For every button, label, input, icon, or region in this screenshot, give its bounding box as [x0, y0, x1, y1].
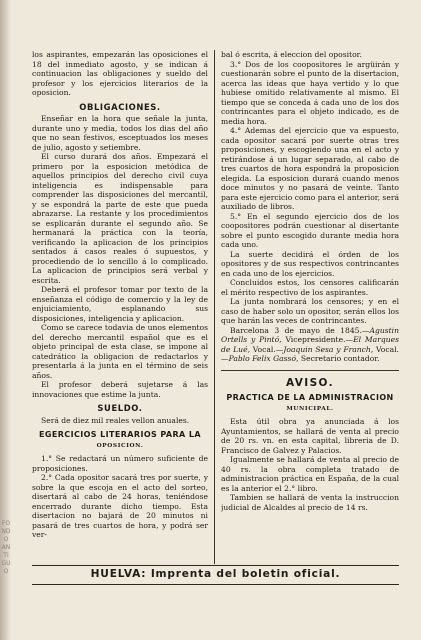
paragraph-ejercicio-2: 2.° Cada opositor sacará tres por suerte, y sobre la que escoja en el acto del sorteo, disertará al cabo de 24 horas, teniéndose encerrado durante dicho tiempo. Esta disertacion no bajará de 20 minutos ni pasará de tres cuartos de hora, y podrá ser ver- — [32, 473, 208, 539]
heading-sueldo: SUELDO. — [97, 403, 143, 413]
heading-ejercicios: EGERCICIOS LITERARIOS PARA LA — [39, 430, 201, 439]
heading-practica: PRACTICA DE LA ADMINISTRACION — [226, 393, 394, 402]
signoff-role-3: Vocal.— — [221, 344, 399, 363]
signoff-date: Barcelona 3 de mayo de 1845.— — [230, 325, 370, 335]
signoff-role-4: Secretario contador. — [298, 354, 380, 363]
paragraph-obligaciones-4: Como se carece todavia de unos elementos del derecho mercantil español que es el objeto principal de esta clase, se impone al catedrático la obligacion de redactarlos y presentarla á la junta en el término de seis años. — [32, 323, 208, 380]
paragraph-aviso-3: Tambien se hallará de venta la instruccion judicial de Alcaldes al precio de 14 rs. — [221, 493, 399, 512]
footer-imprint: HUELVA: Imprenta del boletin oficial. — [90, 568, 341, 580]
paragraph-continuation: bal ó escrita, á eleccion del opositor. — [221, 50, 362, 59]
paragraph-obligaciones-5: El profesor deberá sujetarse á las innovaciones que estime la junta. — [32, 380, 208, 399]
heading-ejercicios-sub: OPOSICION. — [96, 442, 144, 449]
signoff-name-2: El Marques de Lué, — [221, 335, 399, 354]
footer-rule-bottom — [32, 584, 399, 585]
margin-watermark-text: FONDO ANTIGUO — [1, 520, 11, 575]
page-spine-edge — [0, 0, 11, 640]
paragraph-aviso-2: Igualmente se hallará de venta al precio de 40 rs. la obra completa tratado de administracion práctica en España, de la cual es la anterior el 2.° libro. — [221, 455, 399, 493]
signoff-role-2: Vocal.— — [249, 344, 284, 354]
paragraph-aviso-1: Esta útil obra ya anunciada á los Ayuntamientos, se hallará de venta al precio de 20 rs. vn. en esta capital, libreria de D. Francisco de Galvez y Palacios. — [221, 417, 399, 455]
heading-practica-sub: MUNICIPAL. — [286, 405, 334, 412]
paragraph-obligaciones-1: Enseñar en la hora que señale la junta, durante uno y media, todos los dias del año que no sean festivos, esceptuados los meses de julio, agosto y setiembre. — [32, 114, 208, 152]
heading-aviso: AVISO. — [285, 376, 335, 389]
paragraph-sueldo: Será de diez mil reales vellon anuales. — [41, 415, 190, 425]
paragraph-ejercicio-3: 3.° Dos de los coopositores le argüirán y cuestionarán sobre el punto de la disertacion, acerca las ideas que haya vertido y lo que hubiese omitido relativamente al mismo. El tiempo que se conceda á cada uno de los dos contrincantes para el objeto indicado, es de media hora. — [221, 59, 399, 126]
column-divider — [214, 50, 215, 564]
right-column — [221, 50, 399, 564]
signoff-name-4: Pablo Felix Gassó, — [228, 354, 299, 363]
footer-rule-top — [32, 565, 399, 566]
signoff-role-1: Vicepresidente.— — [281, 335, 354, 344]
paragraph-ejercicio-4: 4.° Ademas del ejercicio que va espuesto, cada opositor sacará por suerte otras tres proposiciones, y escogiendo una en el acto y retirándose á un lugar separado, al cabo de tres cuartos de hora espondrá la proposicion elegida. La esposicion durará cuando menos doce minutos y no pasará de veinte. Tanto para este ejercicio como para el anterior, será auxiliado de libros. — [221, 126, 399, 211]
signoff-name-3: Joaquin Sesa y Franch, — [283, 344, 374, 354]
left-column — [32, 50, 208, 564]
paragraph-junta: La junta nombrará los censores; y en el caso de haber solo un opositor, serán ellos los que harán las veces de contrincantes. — [221, 297, 399, 325]
paragraph-signoff — [221, 326, 399, 364]
section-rule — [221, 370, 399, 371]
paragraph-concluidos: Concluidos estos, los censores calificarán el mérito respectivo de los aspirantes. — [221, 278, 399, 297]
paragraph-ejercicio-1: 1.° Se redactará un número suficiente de proposiciones. — [32, 454, 208, 473]
paragraph-ejercicio-5: 5.° En el segundo ejercicio dos de los coopositores podrán cuestionar al disertante sobre el punto escogido durante media hora cada uno. — [221, 211, 399, 249]
paragraph-intro: los aspirantes, empezarán las oposiciones el 18 del inmediato agosto, y se indican á continuacion las obligaciones y sueldo del profesor y los ejercicios literarios de la oposicion. — [32, 50, 208, 97]
signoff-name-1: Agustin Ortells y Pintó, — [221, 325, 399, 344]
paragraph-suerte: La suerte decidirá el órden de los opositores y de sus respectivos contrincantes en cada uno de los ejercicios. — [221, 249, 399, 278]
heading-obligaciones: OBLIGACIONES. — [79, 101, 161, 112]
paragraph-obligaciones-3: Deberá el profesor tomar por texto de la enseñanza el código de comercio y la ley de enjuiciamiento, esplanando sus disposiciones, inteligencia y aplicacion. — [32, 285, 208, 323]
paragraph-obligaciones-2: El curso durará dos años. Empezará el primero por la esposicion metódica de aquellos principios del derecho civil cuya inteligencia es indispensable para comprender las disposiciones del mercantil, y se espondrá la parte de este que pueda abrazarse. La restante y los procedimientos se esplicarán durante el segundo año. Se hermanará la práctica con la teoría, verificando la aplicacion de los principios sentados á casos reales ó supuestos, y procediendo de lo sencillo á lo complicado. La aplicacion de principios será verbal y escrita. — [32, 152, 208, 285]
